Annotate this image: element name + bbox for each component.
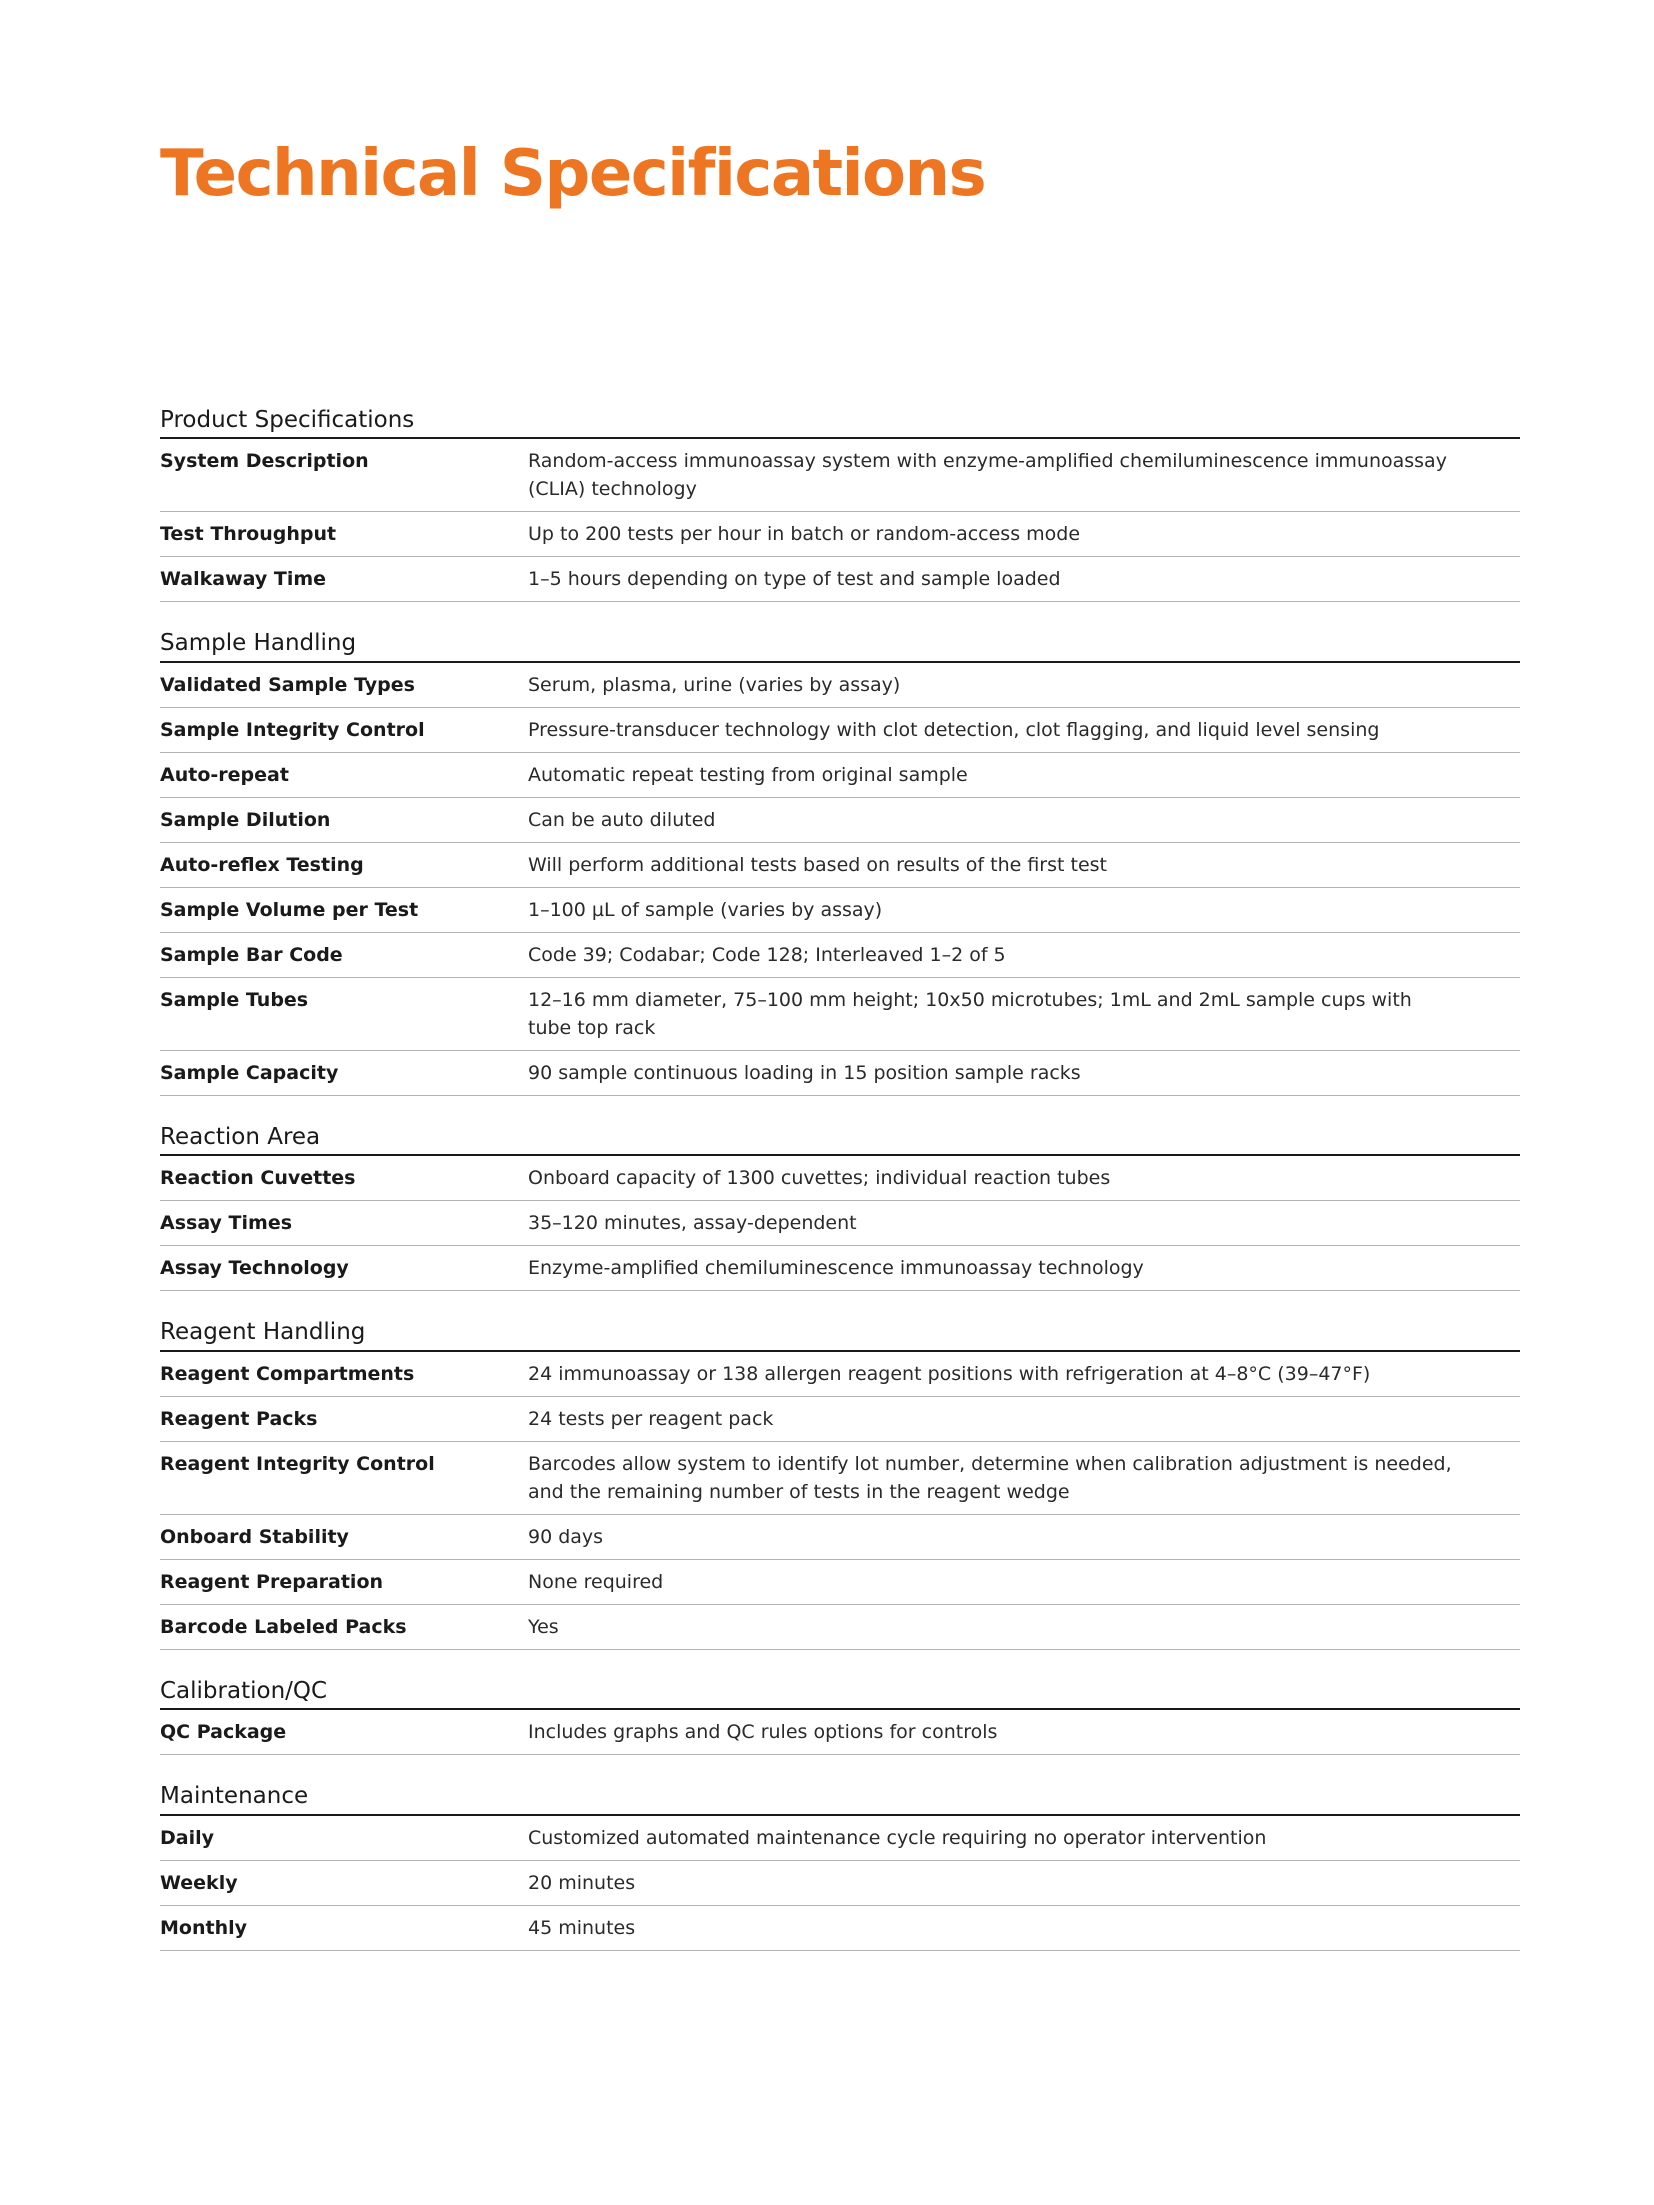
spec-label: Daily: [160, 1826, 215, 1849]
spec-row: [160, 1246, 1520, 1291]
spec-value: 1–100 µL of sample (varies by assay): [528, 898, 883, 921]
spec-row: [160, 708, 1520, 753]
spec-value: Customized automated maintenance cycle requiring no operator intervention: [528, 1826, 1267, 1849]
spec-row: [160, 1861, 1520, 1906]
section-heading: Sample Handling: [160, 630, 1520, 662]
section-heading: Reaction Area: [160, 1124, 1520, 1156]
spec-row: [160, 1816, 1520, 1861]
spec-value: Onboard capacity of 1300 cuvettes; individual reaction tubes: [528, 1167, 1111, 1190]
spec-label: Test Throughput: [160, 523, 337, 546]
spec-row: [160, 1906, 1520, 1951]
spec-value: 12–16 mm diameter, 75–100 mm height; 10x50 microtubes; 1mL and 2mL sample cups with tube top rack: [528, 988, 1412, 1039]
spec-row: [160, 1352, 1520, 1397]
spec-label: Monthly: [160, 1916, 247, 1939]
spec-value: Random-access immunoassay system with enzyme-amplified chemiluminescence immunoassay (CLIA) technology: [528, 450, 1447, 501]
spec-row: [160, 978, 1520, 1051]
spec-row: [160, 1201, 1520, 1246]
spec-label: Reaction Cuvettes: [160, 1167, 356, 1190]
spec-value: Up to 200 tests per hour in batch or random-access mode: [528, 523, 1081, 546]
spec-label: Validated Sample Types: [160, 673, 415, 696]
spec-value: 1–5 hours depending on type of test and sample loaded: [528, 568, 1061, 591]
spec-label: Assay Times: [160, 1212, 293, 1235]
spec-value: 20 minutes: [528, 1871, 636, 1894]
spec-label: Walkaway Time: [160, 568, 327, 591]
spec-row: [160, 843, 1520, 888]
spec-label: Sample Dilution: [160, 808, 331, 831]
spec-row: [160, 933, 1520, 978]
spec-label: System Description: [160, 450, 369, 473]
spec-row: [160, 1397, 1520, 1442]
spec-label: Onboard Stability: [160, 1525, 349, 1548]
spec-row: [160, 1156, 1520, 1201]
spec-value: Can be auto diluted: [528, 808, 716, 831]
spec-section: [160, 1319, 1520, 1649]
spec-label: Sample Volume per Test: [160, 898, 419, 921]
spec-value: 90 days: [528, 1525, 604, 1548]
spec-row: [160, 1515, 1520, 1560]
spec-value: 45 minutes: [528, 1916, 636, 1939]
spec-label: Reagent Packs: [160, 1407, 318, 1430]
spec-value: Will perform additional tests based on results of the first test: [528, 853, 1107, 876]
spec-label: Auto-reflex Testing: [160, 853, 364, 876]
spec-label: Assay Technology: [160, 1257, 349, 1280]
spec-row: [160, 1051, 1520, 1096]
section-heading: Reagent Handling: [160, 1319, 1520, 1351]
spec-value: Pressure-transducer technology with clot detection, clot flagging, and liquid level sensing: [528, 718, 1380, 741]
spec-row: [160, 1442, 1520, 1515]
spec-value: Serum, plasma, urine (varies by assay): [528, 673, 901, 696]
spec-row: [160, 1710, 1520, 1755]
spec-value: Enzyme-amplified chemiluminescence immunoassay technology: [528, 1257, 1144, 1280]
page-title: Technical Specifications: [160, 137, 986, 211]
spec-section: [160, 1678, 1520, 1755]
spec-value: 24 immunoassay or 138 allergen reagent positions with refrigeration at 4–8°C (39–47°F): [528, 1362, 1371, 1385]
spec-value: 24 tests per reagent pack: [528, 1407, 774, 1430]
spec-value: 35–120 minutes, assay-dependent: [528, 1212, 857, 1235]
spec-section: [160, 1124, 1520, 1291]
spec-value: Includes graphs and QC rules options for controls: [528, 1721, 998, 1744]
spec-value: 90 sample continuous loading in 15 position sample racks: [528, 1061, 1081, 1084]
spec-row: [160, 1560, 1520, 1605]
spec-label: QC Package: [160, 1721, 287, 1744]
spec-label: Sample Bar Code: [160, 943, 343, 966]
spec-section: [160, 1783, 1520, 1950]
spec-value: Yes: [528, 1615, 559, 1638]
spec-row: [160, 557, 1520, 602]
spec-row: [160, 888, 1520, 933]
section-heading: Calibration/QC: [160, 1678, 1520, 1710]
spec-label: Sample Tubes: [160, 988, 309, 1011]
spec-label: Reagent Preparation: [160, 1570, 384, 1593]
spec-label: Sample Capacity: [160, 1061, 339, 1084]
spec-value: Automatic repeat testing from original sample: [528, 763, 968, 786]
spec-row: [160, 439, 1520, 512]
section-heading: Product Specifications: [160, 407, 1520, 439]
spec-section: [160, 630, 1520, 1095]
spec-value: Barcodes allow system to identify lot number, determine when calibration adjustment is needed, and the remaining number of tests in the reagent wedge: [528, 1452, 1452, 1503]
spec-value: Code 39; Codabar; Code 128; Interleaved 1–2 of 5: [528, 943, 1006, 966]
spec-label: Weekly: [160, 1871, 238, 1894]
spec-row: [160, 663, 1520, 708]
spec-value: None required: [528, 1570, 664, 1593]
spec-sections: [160, 407, 1520, 1979]
spec-label: Reagent Compartments: [160, 1362, 415, 1385]
spec-label: Auto-repeat: [160, 763, 289, 786]
section-heading: Maintenance: [160, 1783, 1520, 1815]
spec-label: Sample Integrity Control: [160, 718, 425, 741]
spec-row: [160, 512, 1520, 557]
spec-label: Barcode Labeled Packs: [160, 1615, 407, 1638]
spec-label: Reagent Integrity Control: [160, 1452, 435, 1475]
spec-section: [160, 407, 1520, 602]
spec-row: [160, 1605, 1520, 1650]
spec-row: [160, 798, 1520, 843]
spec-row: [160, 753, 1520, 798]
